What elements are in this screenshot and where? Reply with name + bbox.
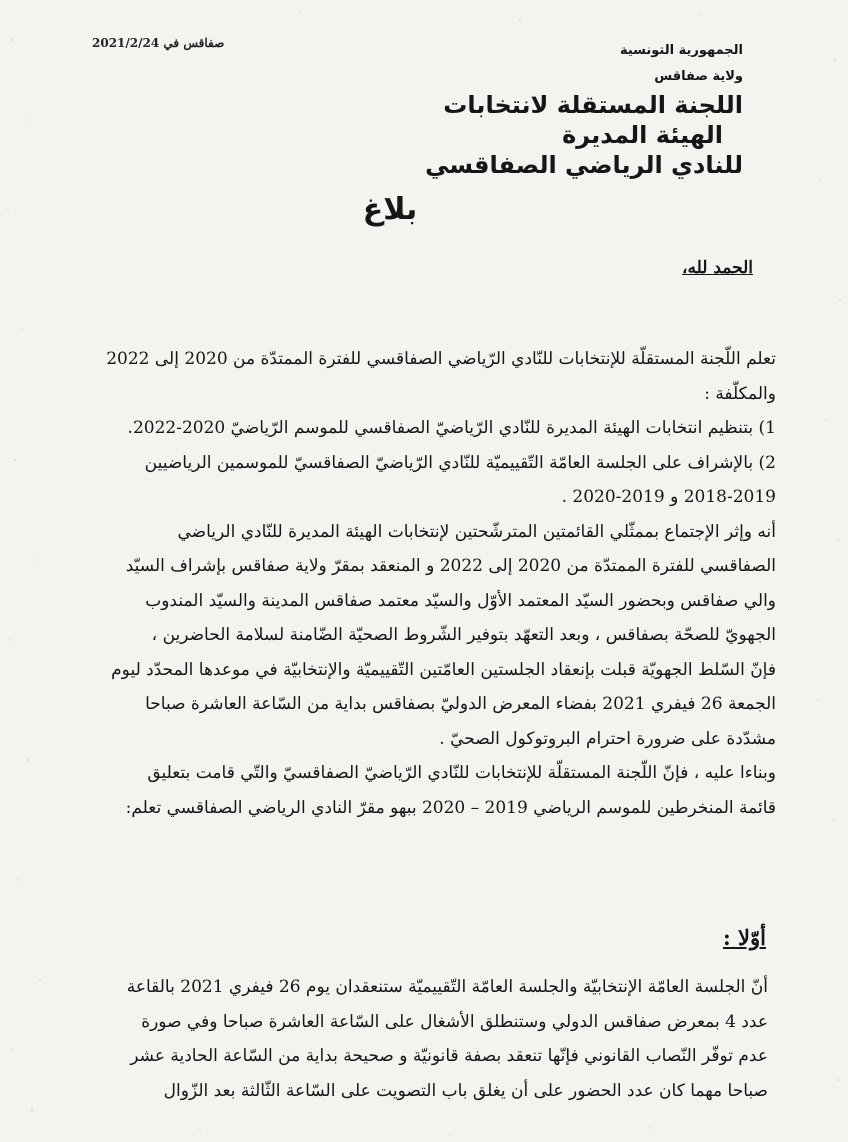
section-line: أنّ الجلسة العامّة الإنتخابيّة والجلسة العامّة التّقييميّة ستنعقدان يوم 26 فيفري 2021 بالقاعة bbox=[126, 977, 768, 997]
body-line: 1) بتنظيم انتخابات الهيئة المديرة للنّادي الرّياضيّ الصفاقسي للموسم الرّياضيّ 2020-2022. bbox=[127, 418, 776, 438]
body-line: 2018-2019 و 2019-2020 . bbox=[561, 487, 776, 507]
body-line: 2) بالإشراف على الجلسة العامّة التّقييميّة للنّادي الرّياضيّ الصفاقسيّ للموسمين الرياضيين bbox=[144, 452, 776, 473]
document-date: صفاقس في 2021/2/24 bbox=[92, 36, 225, 50]
committee-name: اللجنة المستقلة لانتخابات bbox=[443, 91, 743, 119]
document-title-box bbox=[340, 192, 440, 234]
body-line: تعلم اللّجنة المستقلّة للإنتخابات للنّادي الرّياضي الصفاقسي للفترة الممتدّة من 2020 إلى 2022 bbox=[106, 349, 776, 369]
body-line: وبناءا عليه ، فإنّ اللّجنة المستقلّة للإنتخابات للنّادي الرّياضيّ الصفاقسيّ والتّي قامت بتعليق bbox=[147, 763, 776, 783]
section-line: صباحا مهما كان عدد الحضور على أن يغلق باب التصويت على السّاعة الثّالثة بعد الزّوال bbox=[163, 1080, 768, 1101]
body-line: الجهويّ للصحّة بصفاقس ، وبعد التعهّد بتوفير الشّروط الصحيّة الضّامنة لسلامة الحاضرين ، bbox=[151, 625, 776, 645]
body-line: أنه وإثر الإجتماع بممثّلي القائمتين المترشّحتين لإنتخابات الهيئة المديرة للنّادي الرياضي bbox=[177, 521, 776, 542]
section-first-heading: أوّلا : bbox=[722, 925, 766, 950]
letterhead bbox=[425, 38, 743, 180]
body-line: مشدّدة على ضرورة احترام البروتوكول الصحيّ . bbox=[439, 728, 776, 749]
announcement-body bbox=[82, 342, 776, 825]
committee-club: للنادي الرياضي الصفاقسي bbox=[425, 151, 743, 179]
body-line: الجمعة 26 فيفري 2021 بفضاء المعرض الدوليّ بصفاقس بداية من السّاعة العاشرة صباحا bbox=[145, 694, 776, 714]
body-line: والي صفاقس وبحضور السيّد المعتمد الأوّل والسيّد معتمد صفاقس المدينة والسيّد المندوب bbox=[145, 590, 776, 611]
section-first-body bbox=[76, 970, 768, 1108]
body-line: فإنّ السّلط الجهويّة قبلت بإنعقاد الجلستين العامّتين التّقييميّة والإنتخابيّة في موعدها المحدّد ليوم bbox=[111, 659, 776, 680]
body-line: الصفاقسي للفترة الممتدّة من 2020 إلى 2022 و المنعقد بمقرّ ولاية صفاقس بإشراف السيّد bbox=[125, 556, 776, 576]
committee-board: الهيئة المديرة bbox=[562, 121, 723, 149]
greeting: الحمد لله، bbox=[682, 258, 753, 278]
governorate-label: ولاية صفاقس bbox=[654, 69, 743, 84]
section-line: عدد 4 بمعرض صفاقس الدولي وستنطلق الأشغال على السّاعة العاشرة صباحا وفي صورة bbox=[141, 1011, 768, 1032]
section-line: عدم توفّر النّصاب القانوني فإنّها تنعقد بصفة قانونيّة و صحيحة بداية من السّاعة الحادية عشر bbox=[130, 1046, 768, 1066]
body-line: قائمة المنخرطين للموسم الرياضي 2019 – 2020 ببهو مقرّ النادي الرياضي الصفاقسي تعلم: bbox=[125, 797, 776, 818]
document-title: بلاغ bbox=[362, 192, 418, 227]
republic-label: الجمهورية التونسية bbox=[619, 43, 743, 58]
body-line: والمكلّفة : bbox=[704, 383, 776, 404]
